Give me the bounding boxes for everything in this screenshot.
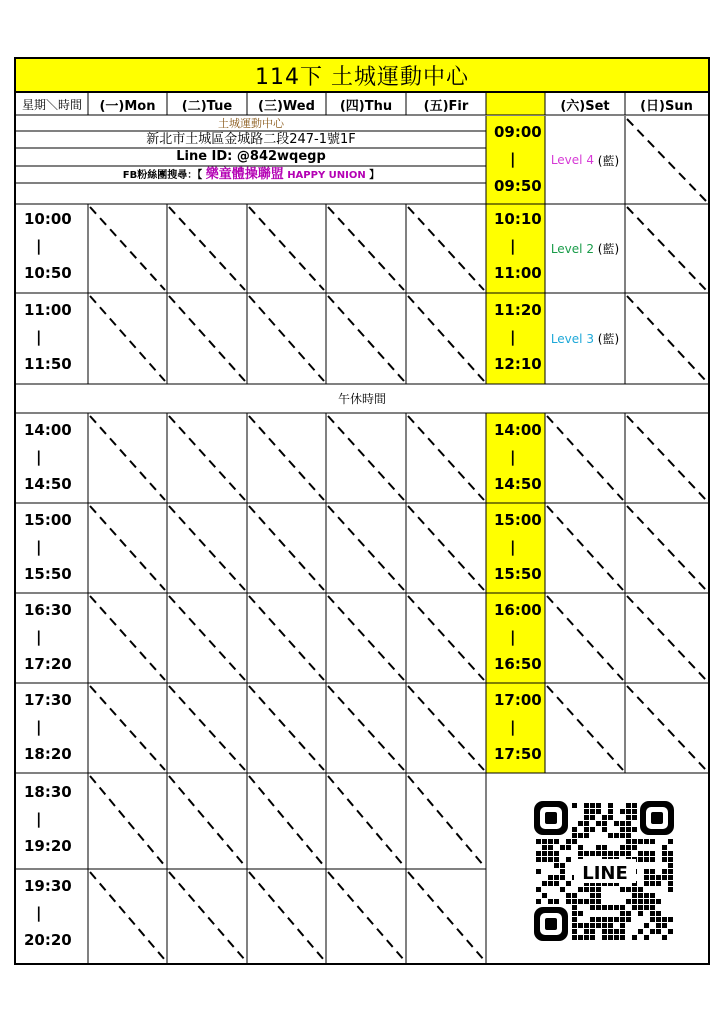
empty-slot-diagonal: [90, 296, 165, 381]
empty-slot-diagonal: [90, 506, 165, 590]
empty-slot-diagonal: [328, 207, 404, 290]
empty-slot-diagonal: [408, 776, 484, 866]
weekend-time-7-start: 17:00: [494, 691, 542, 709]
empty-slot-diagonal: [169, 296, 245, 381]
empty-slot-diagonal: [408, 596, 484, 680]
empty-slot-diagonal: [328, 686, 404, 770]
empty-slot-diagonal: [408, 872, 484, 960]
empty-slot-diagonal: [90, 776, 165, 866]
sat-class-1-note: (藍): [597, 153, 620, 168]
empty-slot-diagonal: [547, 506, 623, 590]
lunch-break: 午休時間: [337, 392, 386, 406]
address: 新北市土城區金城路二段247-1號1F: [146, 132, 356, 147]
weekday-time-8-end: 20:20: [24, 931, 72, 949]
weekend-time-2-start: 10:10: [494, 210, 542, 228]
weekend-time-3-sep: |: [510, 328, 516, 346]
empty-slot-diagonal: [169, 596, 245, 680]
weekend-time-4-sep: |: [510, 448, 516, 466]
empty-slot-diagonal: [169, 506, 245, 590]
empty-slot-diagonal: [249, 207, 324, 290]
empty-slot-diagonal: [547, 686, 623, 770]
empty-slot-diagonal: [90, 872, 165, 960]
empty-slot-diagonal: [249, 416, 324, 500]
empty-slot-diagonal: [328, 776, 404, 866]
header-corner: 星期＼時間: [21, 97, 82, 112]
empty-slot-diagonal: [408, 296, 484, 381]
line-id: Line ID: @842wqegp: [176, 149, 326, 164]
empty-slot-diagonal: [249, 872, 324, 960]
empty-slot-diagonal: [627, 207, 706, 290]
empty-slot-diagonal: [328, 296, 404, 381]
weekday-time-7-end: 19:20: [24, 837, 72, 855]
schedule-sheet: [14, 57, 710, 965]
fb-prefix: FB粉絲團搜尋：【: [122, 170, 203, 181]
empty-slot-diagonal: [328, 416, 404, 500]
empty-slot-diagonal: [328, 506, 404, 590]
weekend-time-5-sep: |: [510, 538, 516, 556]
empty-slot-diagonal: [169, 416, 245, 500]
fb-brand: HAPPY UNION: [287, 170, 366, 181]
weekend-time-1-sep: |: [510, 150, 516, 168]
weekday-time-3-sep: |: [36, 448, 42, 466]
weekday-time-1-end: 10:50: [24, 264, 72, 282]
grid-lines: [16, 59, 708, 963]
empty-slot-diagonal: [249, 506, 324, 590]
header-fri: (五)Fir: [423, 98, 469, 114]
weekend-time-4-end: 14:50: [494, 475, 542, 493]
weekday-time-2-sep: |: [36, 328, 42, 346]
empty-slot-diagonal: [328, 596, 404, 680]
empty-slot-diagonal: [90, 207, 165, 290]
header-wed: (三)Wed: [258, 98, 315, 114]
empty-slot-diagonal: [249, 686, 324, 770]
venue-name: 土城運動中心: [218, 117, 284, 130]
weekend-time-1-end: 09:50: [494, 177, 542, 195]
empty-slot-diagonal: [547, 596, 623, 680]
fb-name: 樂童體操聯盟: [205, 167, 284, 182]
weekday-time-4-start: 15:00: [24, 511, 72, 529]
weekday-time-6-end: 18:20: [24, 745, 72, 763]
weekend-time-6-sep: |: [510, 628, 516, 646]
empty-slot-diagonal: [408, 506, 484, 590]
empty-slot-diagonal: [408, 686, 484, 770]
weekday-time-1-sep: |: [36, 237, 42, 255]
weekend-time-5-end: 15:50: [494, 565, 542, 583]
empty-slot-diagonal: [249, 776, 324, 866]
weekday-time-5-sep: |: [36, 628, 42, 646]
empty-slot-diagonal: [90, 596, 165, 680]
empty-slot-diagonal: [169, 776, 245, 866]
weekday-time-5-start: 16:30: [24, 601, 72, 619]
header-sat: (六)Set: [560, 98, 610, 114]
empty-slot-diagonal: [408, 416, 484, 500]
weekend-time-7-end: 17:50: [494, 745, 542, 763]
qr-label: LINE: [582, 863, 628, 884]
empty-slot-diagonal: [90, 416, 165, 500]
weekday-time-3-start: 14:00: [24, 421, 72, 439]
weekend-time-2-sep: |: [510, 237, 516, 255]
weekday-time-2-end: 11:50: [24, 355, 72, 373]
weekend-time-6-start: 16:00: [494, 601, 542, 619]
weekday-time-7-start: 18:30: [24, 783, 72, 801]
sat-class-1-level: Level 4: [550, 153, 594, 167]
empty-slot-diagonal: [249, 296, 324, 381]
weekday-time-4-sep: |: [36, 538, 42, 556]
empty-slot-diagonal: [627, 416, 706, 500]
weekend-time-1-start: 09:00: [494, 123, 542, 141]
weekday-time-7-sep: |: [36, 810, 42, 828]
page-title: 114下 土城運動中心: [16, 59, 708, 93]
weekday-time-6-start: 17:30: [24, 691, 72, 709]
empty-slot-diagonal: [627, 596, 706, 680]
empty-slot-diagonal: [169, 686, 245, 770]
weekday-time-6-sep: |: [36, 718, 42, 736]
empty-slot-diagonal: [169, 207, 245, 290]
weekday-time-5-end: 17:20: [24, 655, 72, 673]
weekend-time-5-start: 15:00: [494, 511, 542, 529]
weekend-time-7-sep: |: [510, 718, 516, 736]
sat-class-2-note: (藍): [597, 242, 620, 256]
empty-slot-diagonal: [249, 596, 324, 680]
empty-slot-diagonal: [627, 506, 706, 590]
header-tue: (二)Tue: [181, 98, 233, 114]
empty-slot-diagonal: [408, 207, 484, 290]
header-mon: (一)Mon: [99, 98, 156, 114]
weekend-time-2-end: 11:00: [494, 264, 542, 282]
weekend-time-6-end: 16:50: [494, 655, 542, 673]
weekend-time-3-end: 12:10: [494, 355, 542, 373]
sat-class-3-level: Level 3: [550, 331, 594, 346]
empty-slot-diagonal: [169, 872, 245, 960]
weekend-time-4-start: 14:00: [494, 421, 542, 439]
weekday-time-3-end: 14:50: [24, 475, 72, 493]
sat-class-2-level: Level 2: [550, 241, 594, 256]
empty-slot-diagonal: [627, 119, 706, 201]
weekday-time-1-start: 10:00: [24, 210, 72, 228]
weekday-time-8-sep: |: [36, 904, 42, 922]
empty-slot-diagonal: [90, 686, 165, 770]
fb-suffix: 】: [369, 170, 380, 181]
empty-slot-diagonal: [627, 296, 706, 381]
weekday-time-2-start: 11:00: [24, 301, 72, 319]
weekend-time-3-start: 11:20: [494, 301, 542, 319]
weekday-time-8-start: 19:30: [24, 877, 72, 895]
weekday-time-4-end: 15:50: [24, 565, 72, 583]
empty-slot-diagonal: [547, 416, 623, 500]
empty-slot-diagonal: [328, 872, 404, 960]
header-sun: (日)Sun: [640, 98, 693, 114]
header-thu: (四)Thu: [339, 98, 393, 114]
empty-slot-diagonal: [627, 686, 706, 770]
sat-class-3-note: (藍): [597, 332, 620, 346]
